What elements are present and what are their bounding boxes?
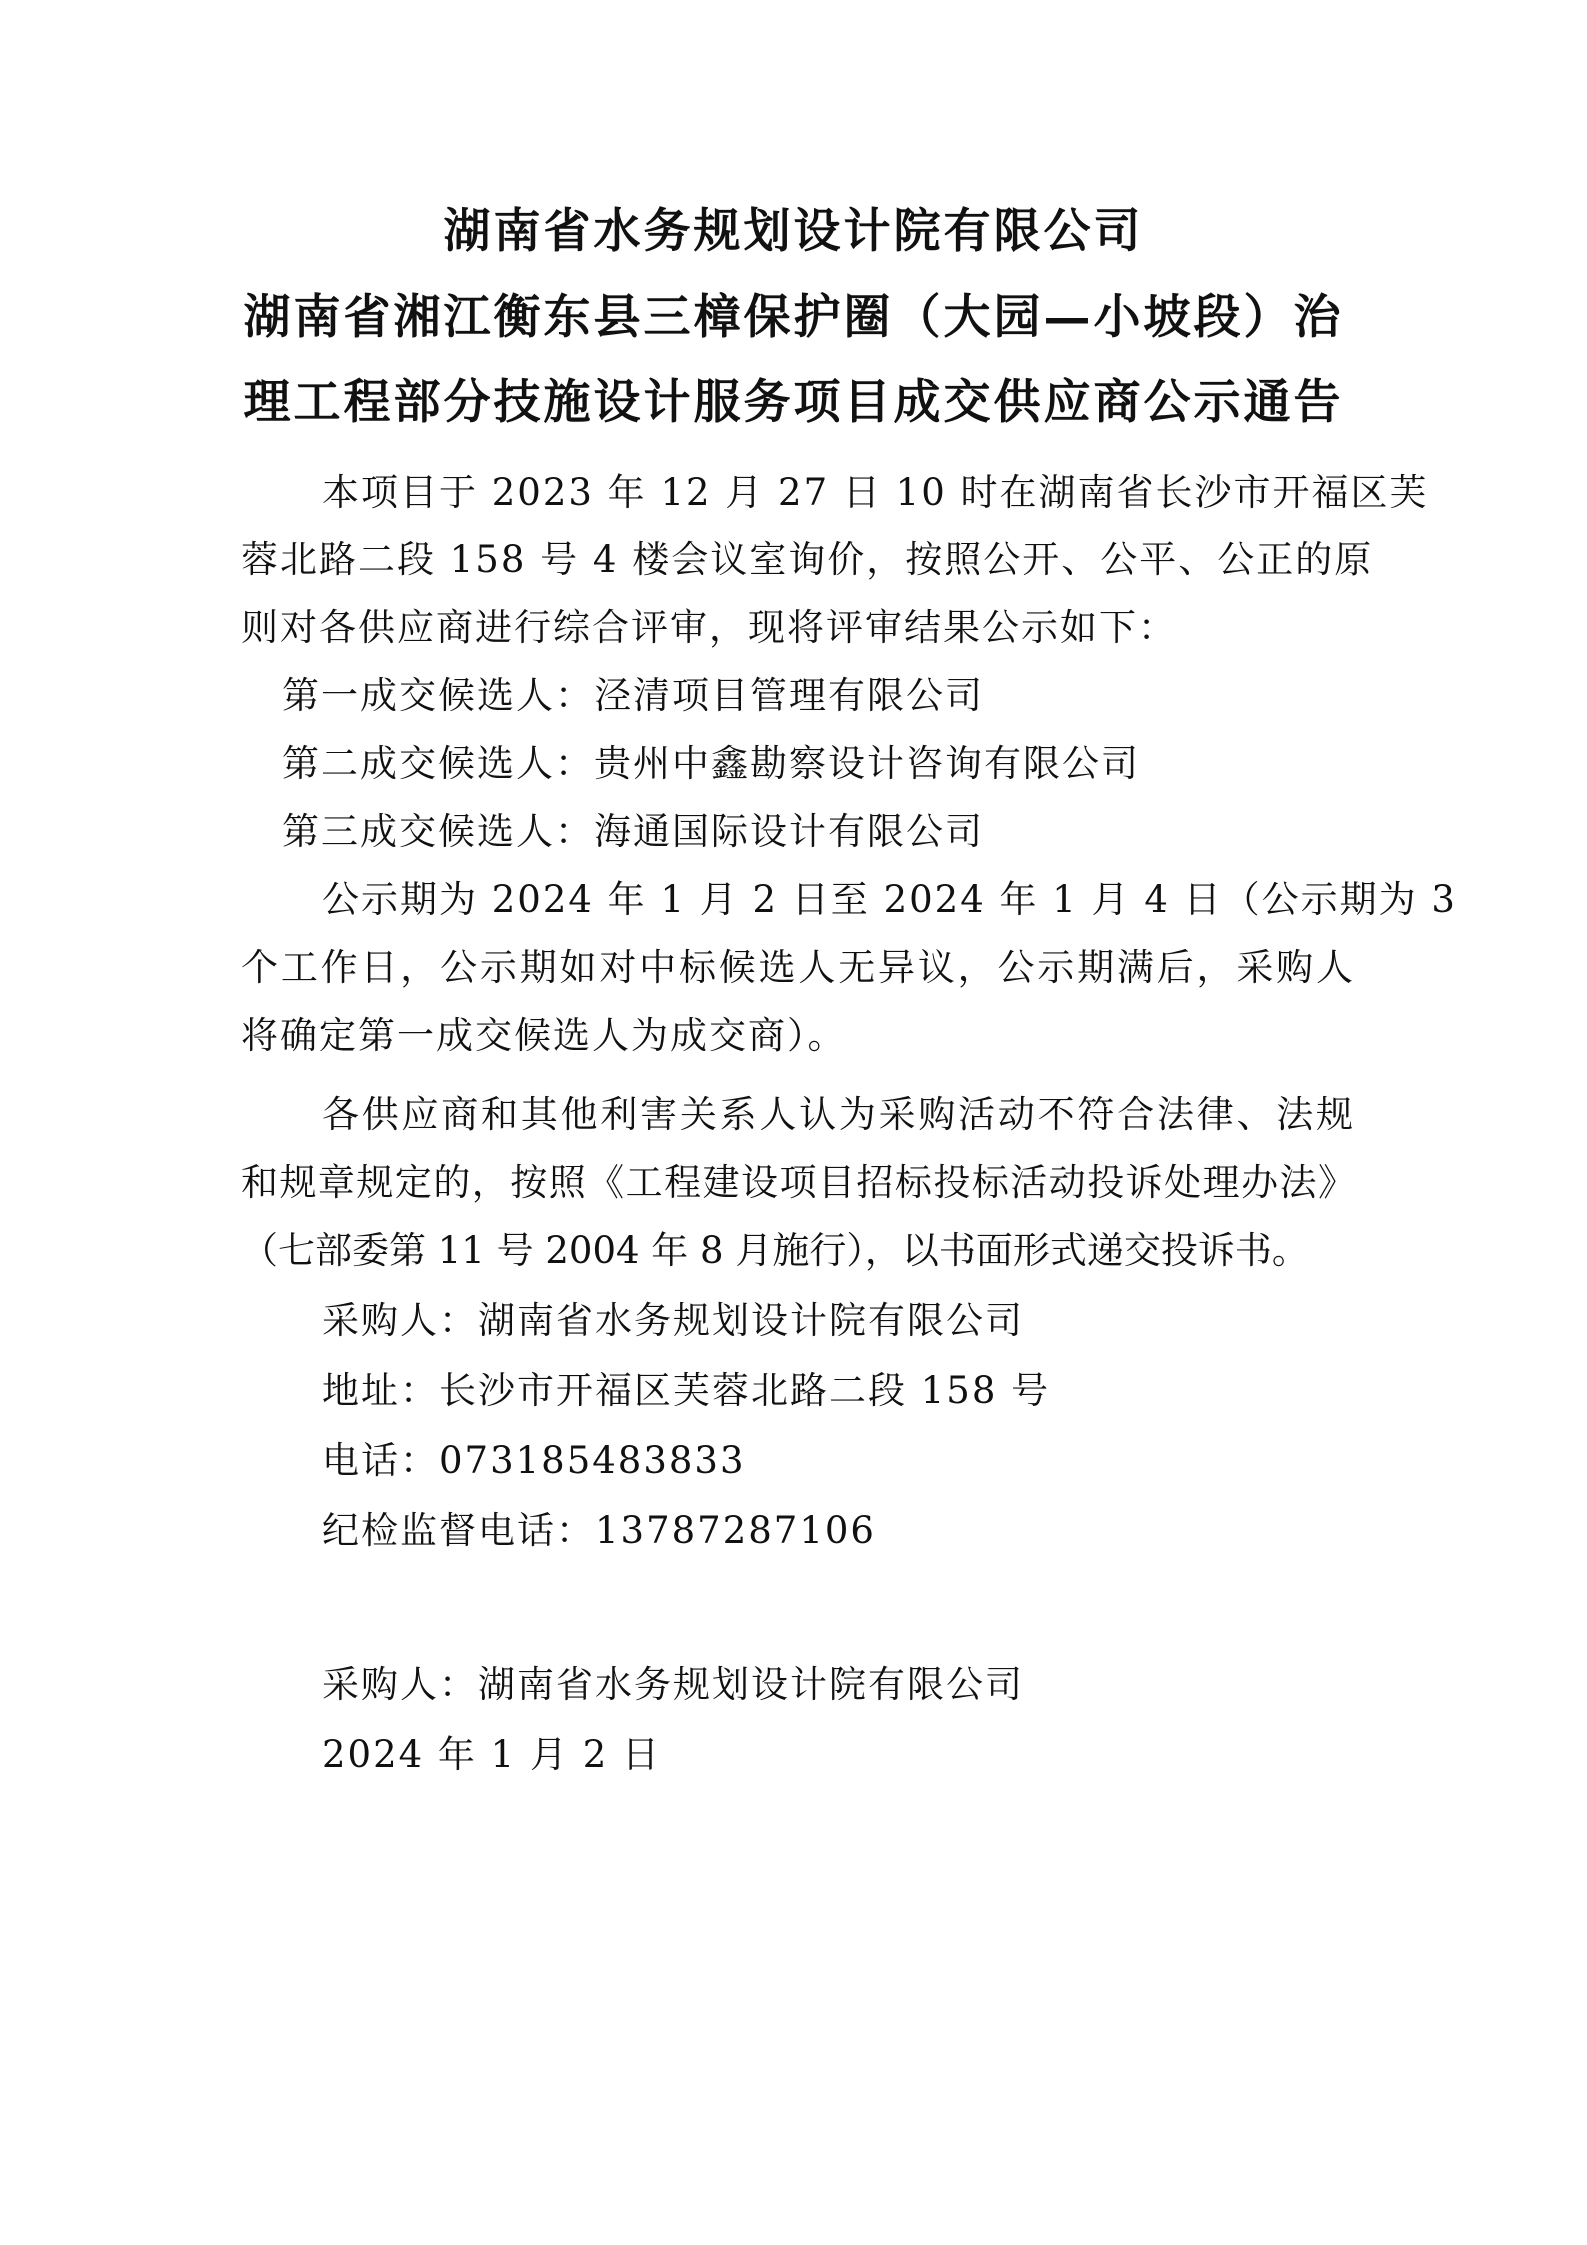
supervision-phone-line: 纪检监督电话：13787287106	[322, 1509, 876, 1552]
phone-line: 电话：073185483833	[322, 1439, 746, 1482]
intro-line-3: 则对各供应商进行综合评审，现将评审结果公示如下：	[241, 606, 1177, 649]
period-line-1: 公示期为 2024 年 1 月 2 日至 2024 年 1 月 4 日（公示期为 3	[322, 878, 1457, 921]
intro-line-2: 蓉北路二段 158 号 4 楼会议室询价，按照公开、公平、公正的原	[241, 538, 1374, 581]
complaint-line-2: 和规章规定的，按照《工程建设项目招标投标活动投诉处理办法》	[241, 1161, 1355, 1204]
period-line-2: 个工作日，公示期如对中标候选人无异议，公示期满后，采购人	[241, 946, 1355, 989]
complaint-line-1: 各供应商和其他利害关系人认为采购活动不符合法律、法规	[322, 1093, 1355, 1136]
address-line: 地址：长沙市开福区芙蓉北路二段 158 号	[322, 1369, 1051, 1412]
notice-title-line-1: 湖南省湘江衡东县三樟保护圈（大园—小坡段）治	[243, 290, 1344, 345]
candidate-third: 第三成交候选人：海通国际设计有限公司	[282, 810, 984, 853]
candidate-first: 第一成交候选人：泾清项目管理有限公司	[282, 674, 984, 717]
purchaser-line: 采购人：湖南省水务规划设计院有限公司	[322, 1299, 1024, 1342]
notice-title-line-2: 理工程部分技施设计服务项目成交供应商公示通告	[243, 375, 1344, 430]
period-line-3: 将确定第一成交候选人为成交商）。	[241, 1014, 847, 1057]
company-title: 湖南省水务规划设计院有限公司	[443, 204, 1144, 259]
signature-purchaser: 采购人：湖南省水务规划设计院有限公司	[322, 1663, 1024, 1706]
intro-line-1: 本项目于 2023 年 12 月 27 日 10 时在湖南省长沙市开福区芙	[322, 471, 1429, 514]
complaint-line-3: （七部委第 11 号 2004 年 8 月施行），以书面形式递交投诉书。	[241, 1229, 1309, 1272]
candidate-second: 第二成交候选人：贵州中鑫勘察设计咨询有限公司	[282, 742, 1140, 785]
signature-date: 2024 年 1 月 2 日	[322, 1733, 662, 1776]
